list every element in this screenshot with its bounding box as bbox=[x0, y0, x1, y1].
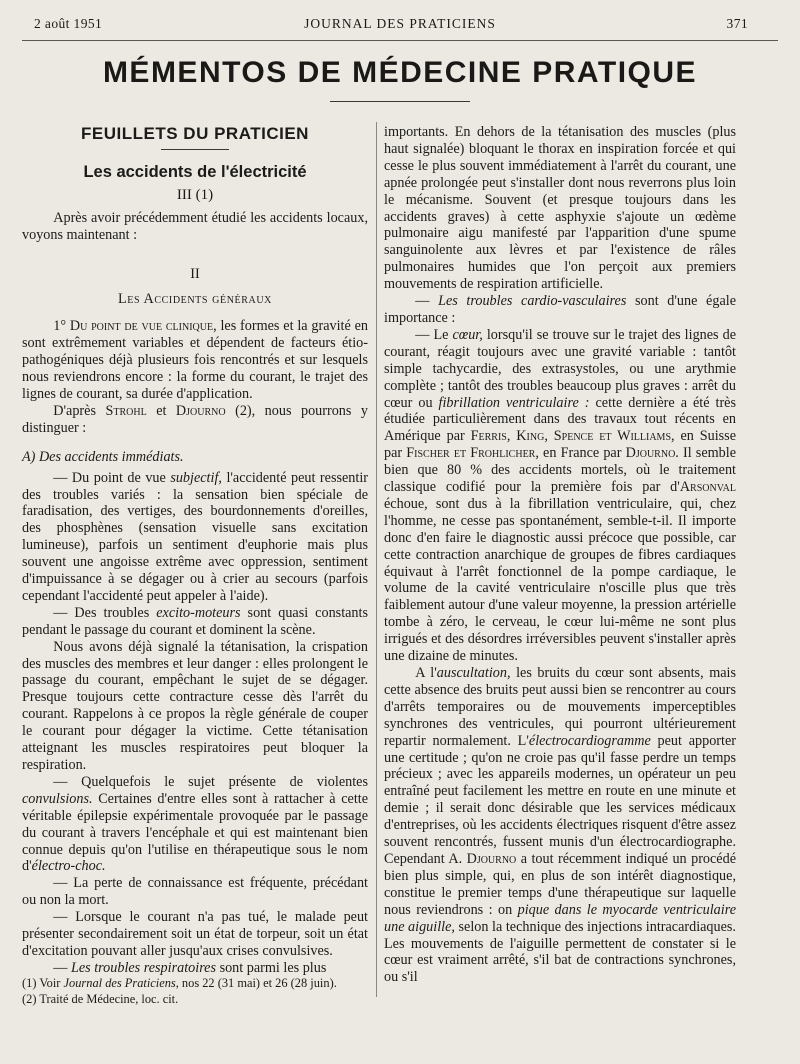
paragraph: — Du point de vue subjectif, l'accidenté peut ressentir des troubles variés : la sensation bien spéciale de faradisation, des vertiges, des bourdonnements d'oreilles, des phosphènes (sensation visuelle sans excitation lumineuse), parfois un sentiment d'euphorie mais plus souvent une angoisse extrême avec oppression, sentiment d'impuissance à se dégager ou à crier au secours (parfois cependant l'accidenté peut appeler à l'aide). bbox=[22, 469, 368, 604]
paragraph: — Les troubles respiratoires sont parmi les plus bbox=[53, 959, 327, 976]
article-title: Les accidents de l'électricité bbox=[83, 162, 307, 181]
paragraph: — Les troubles cardio-vasculaires sont d'une égale importance : bbox=[384, 293, 736, 326]
roman-numeral: II bbox=[190, 265, 200, 282]
part-number: III (1) bbox=[176, 186, 214, 203]
paragraph: A l'auscultation, les bruits du cœur sont absents, mais cette absence des bruits peut aussi bien se rencontrer au cours d'arrêts temporaires ou de mouvements imperceptibles synchrones des ventricules, qui pourront ultérieurement repartir normalement. L'électrocardiogramme peut apporter une certitude ; qu'on ne croie pas qu'il fasse perdre un temps précieux ; avec les appareils modernes, un opérateur un peu entraîné peut facilement les mettre en route en une minute et demie ; il serait donc désirable que les services médicaux d'entreprises, où les accidents électriques risquent d'être assez souvent rencontrés, fussent munis d'un électrocardiographe. Cependant A. Djourno a tout récemment indiqué un procédé bien plus simple, qui, en plus de son intérêt diagnostique, constitue le premier temps d'une thérapeutique sur laquelle nous reviendrons : on pique dans le myocarde ventriculaire une aiguille, selon la technique des injections intracardiaques. Les mouvements de l'aiguille permettent de constater si le cœur est vraiment arrêté, s'il bat de contractions synchrones, ou s'il bbox=[384, 665, 736, 986]
paragraph: — Des troubles excito-moteurs sont quasi constants pendant le passage du courant et dominent la scène. bbox=[22, 604, 368, 638]
subsection-heading: A) Des accidents immédiats. bbox=[22, 448, 184, 465]
header-date: 2 août 1951 bbox=[34, 16, 103, 31]
footnotes bbox=[22, 975, 370, 1007]
paragraph: — Lorsque le courant n'a pas tué, le malade peut présenter secondairement soit un état de torpeur, soit un état d'excitation pouvant aller jusqu'aux crises convulsives. bbox=[22, 909, 368, 959]
section-title: Les Accidents généraux bbox=[118, 291, 272, 308]
paragraph: — Quelquefois le sujet présente de violentes convulsions. Certaines d'entre elles sont à rattacher à cette véritable épilepsie expérimentale provoquée par le passage du courant à travers l'encéphale et qui est maintenant bien connue depuis qu'on l'utilise en thérapeutique sous le nom d'électro-choc. bbox=[22, 773, 368, 875]
footnote-2: (2) Traité de Médecine, loc. cit. bbox=[22, 992, 179, 1006]
footnote-1: (1) Voir Journal des Praticiens, nos 22 (31 mai) et 26 (28 juin). bbox=[22, 976, 337, 990]
paragraph: — La perte de connaissance est fréquente, précédant ou non la mort. bbox=[22, 875, 368, 909]
left-column bbox=[22, 124, 368, 977]
paragraph: — Le cœur, lorsqu'il se trouve sur le trajet des lignes de courant, réagit toujours avec une gravité variable : tantôt simple tachycardie, des extrasystoles, ou une arythmie complète ; tantôt des troubles beaucoup plus graves : arrêt du cœur ou fibrillation ventriculaire : cette dernière a été très étudiée particulièrement dans des travaux tout récents en Amérique par Ferris, King, Spence et Williams, en Suisse par Fischer et Frohlicher, en France par Djourno. Il semble bien que 80 % des accidents mortels, où le traitement classique codifié pour la première fois par d'Arsonval échoue, sont dus à la fibrillation ventriculaire, qui, chez l'homme, ne cesse pas spontanément, semble-t-il. Il importe donc d'en faire le diagnostic aussi précoce que possible, car cette contraction anarchique de groupes de fibres cardiaques équivaut à l'arrêt fonctionnel de la pompe cardiaque, le volume de la cavité ventriculaire n'oscille plus que très faiblement autour d'une valeur moyenne, la pression artérielle tombe à zéro, le cerveau, le cœur lui-même ne sont plus irrigués et des désordres irréversibles peuvent s'installer après une dizaine de minutes. bbox=[384, 326, 736, 665]
right-column bbox=[384, 124, 736, 986]
header-page-number: 371 bbox=[726, 16, 748, 31]
column-divider bbox=[376, 122, 377, 997]
header-rule bbox=[22, 40, 778, 41]
header-journal: JOURNAL DES PRATICIENS bbox=[304, 16, 496, 31]
paragraph: D'après Strohl et Djourno (2), nous pourrons y distinguer : bbox=[22, 402, 368, 436]
section-heading: FEUILLETS DU PRATICIEN bbox=[81, 124, 309, 143]
section-rule bbox=[161, 149, 229, 150]
title-rule bbox=[330, 101, 470, 102]
paragraph: Nous avons déjà signalé la tétanisation, la crispation des muscles des membres et leur danger : elles prolongent le passage du courant, empêchant le sujet de se dégager. Presque toujours cette contracture cesse dès l'arrêt du courant. Rappelons à ce propos la règle générale de couper le courant pour dégager la victime. Cette tétanisation atteignant les muscles respiratoires peut bloquer la respiration. bbox=[22, 638, 368, 773]
paragraph: 1° Du point de vue clinique, les formes et la gravité en sont extrêmement variables et dépendent de facteurs étio-pathogéniques déjà plusieurs fois rencontrés et sur lesquels nous reviendrons encore : la forme du courant, le trajet des lignes de courant, sa durée d'application. bbox=[22, 318, 368, 402]
running-head bbox=[26, 16, 774, 36]
paragraph: importants. En dehors de la tétanisation des muscles (plus haut signalée) bloquant le thorax en inspiration forcée et qui cesse le plus souvent immédiatement à l'arrêt du courant, une apnée prolongée peut s'installer dont nous reverrons plus loin le mécanisme. Souvent (et presque toujours dans les accidents graves) à cette asphyxie s'ajoute un œdème pulmonaire aigu manifesté par l'apparition d'une spume sanguinolente aux lèvres et par l'existence de râles pulmonaires humides que l'on perçoit aux premiers mouvements de respiration artificielle. bbox=[384, 124, 736, 293]
intro-paragraph: Après avoir précédemment étudié les accidents locaux, voyons maintenant : bbox=[22, 209, 368, 243]
page-title: MÉMENTOS DE MÉDECINE PRATIQUE bbox=[102, 56, 698, 89]
